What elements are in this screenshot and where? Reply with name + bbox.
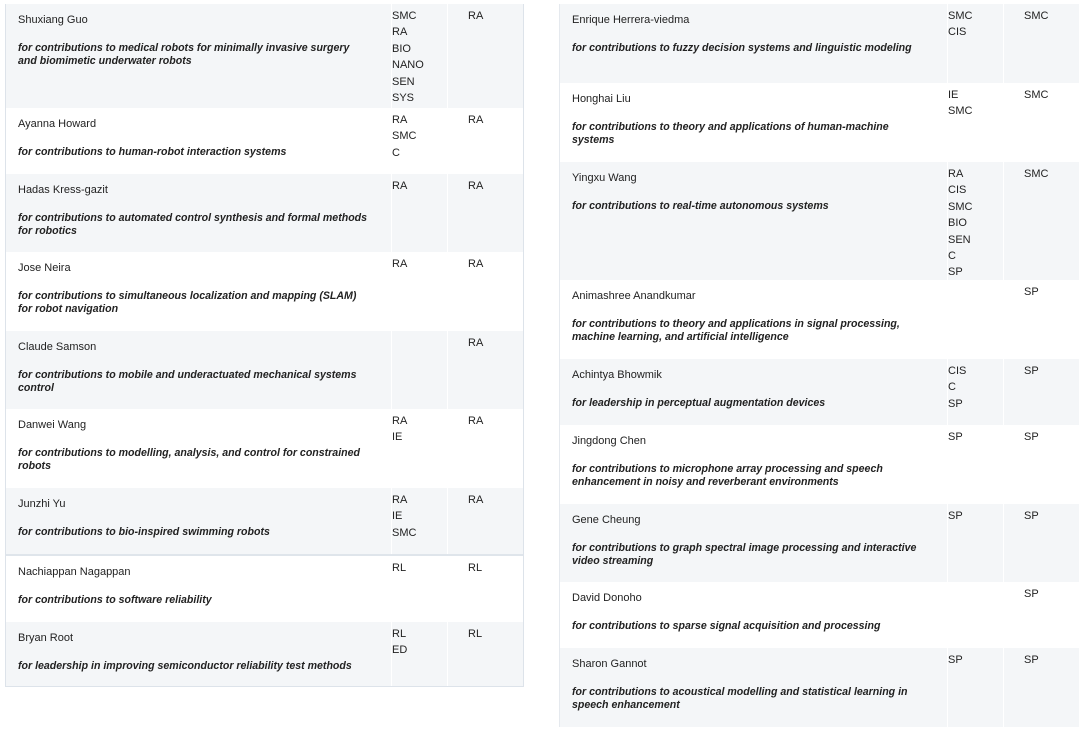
fellow-name: Danwei Wang <box>18 419 87 431</box>
society-tag: SP <box>948 654 963 666</box>
society-list <box>947 162 1003 281</box>
nominating-society: RA <box>447 409 523 488</box>
fellow-row-jingdong-chen <box>560 425 1079 504</box>
nominating-society: SMC <box>1003 162 1079 281</box>
society-tag: RA <box>392 258 408 270</box>
fellow-citation: for contributions to human-robot interaction systems <box>18 146 287 159</box>
society-tag: SMC <box>392 526 417 539</box>
society-tag: SP <box>948 397 963 410</box>
fellow-info-cell <box>560 280 947 359</box>
fellow-info-cell <box>560 504 947 582</box>
society-tag: CIS <box>948 365 967 377</box>
fellow-info-cell <box>560 83 947 162</box>
fellow-row-junzhi-yu <box>6 488 523 554</box>
fellow-citation: for contributions to modelling, analysis, and control for constrained robots <box>18 447 360 473</box>
society-tag: SYS <box>392 92 415 105</box>
fellow-citation: for contributions to acoustical modelling and statistical learning in speech enhancement <box>572 686 908 712</box>
fellow-citation: for contributions to sparse signal acquisition and processing <box>572 620 881 633</box>
fellow-row-shuxiang-guo <box>6 4 523 108</box>
society-tag: ED <box>392 644 408 657</box>
fellow-row-achintya-bhowmik <box>560 359 1079 425</box>
fellow-citation: for contributions to bio-inspired swimming robots <box>18 526 270 539</box>
fellow-name: Gene Cheung <box>572 514 641 526</box>
fellow-name: Enrique Herrera-viedma <box>572 14 690 26</box>
fellow-citation: for contributions to theory and applications of human-machine systems <box>572 121 889 147</box>
society-list <box>391 174 447 252</box>
fellow-row-ayanna-howard <box>6 108 523 174</box>
society-tag: SMC <box>948 10 973 22</box>
society-list <box>391 252 447 331</box>
nominating-society: RL <box>447 556 523 622</box>
society-tag: IE <box>392 510 403 523</box>
fellow-name: Animashree Anandkumar <box>572 290 696 302</box>
fellow-name: Bryan Root <box>18 632 74 644</box>
society-tag: SP <box>948 266 963 279</box>
fellow-row-hadas-kress-gazit <box>6 174 523 252</box>
society-tag: BIO <box>948 217 967 230</box>
fellow-info-cell <box>6 622 391 686</box>
fellow-row-enrique-herrera-viedma <box>560 4 1079 83</box>
fellow-row-nachiappan-nagappan <box>6 554 523 622</box>
fellow-row-gene-cheung <box>560 504 1079 582</box>
fellow-row-claude-samson <box>6 331 523 409</box>
fellow-name: Jingdong Chen <box>572 435 647 447</box>
fellow-name: Nachiappan Nagappan <box>18 566 131 578</box>
society-tag: SP <box>948 431 963 443</box>
society-list <box>391 488 447 554</box>
fellow-info-cell <box>6 488 391 554</box>
society-list <box>391 4 447 108</box>
society-list <box>391 622 447 686</box>
fellow-info-cell <box>560 582 947 648</box>
fellow-info-cell <box>560 359 947 425</box>
nominating-society: RA <box>447 488 523 554</box>
society-tag: CIS <box>948 184 967 197</box>
society-tag: RA <box>392 415 408 427</box>
society-list <box>391 556 447 622</box>
society-list <box>947 425 1003 504</box>
fellow-info-cell <box>6 556 391 622</box>
society-list <box>391 409 447 488</box>
fellow-name: Yingxu Wang <box>572 172 637 184</box>
society-tag: BIO <box>392 42 411 55</box>
fellow-citation: for contributions to graph spectral image processing and interactive video streaming <box>572 542 917 568</box>
fellow-name: Ayanna Howard <box>18 118 97 130</box>
fellow-info-cell <box>6 174 391 252</box>
fellow-row-danwei-wang <box>6 409 523 488</box>
nominating-society: RA <box>447 108 523 174</box>
society-tag: SMC <box>392 10 417 22</box>
fellow-row-bryan-root <box>6 622 523 686</box>
fellow-citation: for contributions to microphone array processing and speech enhancement in noisy and reverberant environments <box>572 463 883 489</box>
society-tag: RA <box>948 168 964 180</box>
society-tag: RA <box>392 26 408 39</box>
fellow-name: Hadas Kress-gazit <box>18 184 108 196</box>
fellow-row-yingxu-wang <box>560 162 1079 280</box>
society-tag: C <box>948 381 956 394</box>
fellow-row-jose-neira <box>6 252 523 331</box>
fellow-citation: for contributions to software reliability <box>18 594 212 607</box>
nominating-society: RA <box>447 331 523 409</box>
fellow-info-cell <box>6 252 391 331</box>
fellow-citation: for leadership in perceptual augmentation devices <box>572 397 826 410</box>
fellow-row-david-donoho <box>560 582 1079 648</box>
society-tag: RA <box>392 180 408 192</box>
society-list <box>947 280 1003 359</box>
fellow-name: Junzhi Yu <box>18 498 66 510</box>
fellow-name: David Donoho <box>572 592 642 604</box>
fellow-name: Claude Samson <box>18 341 97 353</box>
nominating-society: SMC <box>1003 4 1079 83</box>
nominating-society: SP <box>1003 280 1079 359</box>
society-tag: C <box>392 146 400 159</box>
nominating-society: SP <box>1003 648 1079 727</box>
society-tag: C <box>948 250 956 263</box>
fellow-info-cell <box>6 331 391 409</box>
society-list <box>947 83 1003 162</box>
nominating-society: RL <box>447 622 523 686</box>
fellow-info-cell <box>560 162 947 281</box>
fellow-citation: for contributions to simultaneous localization and mapping (SLAM) for robot navigation <box>18 290 357 316</box>
society-tag: NANO <box>392 59 424 72</box>
nominating-society: RA <box>447 4 523 108</box>
society-tag: RA <box>392 114 408 126</box>
nominating-society: SP <box>1003 359 1079 425</box>
fellow-row-honghai-liu <box>560 83 1079 162</box>
fellow-citation: for leadership in improving semiconductor reliability test methods <box>18 660 352 673</box>
fellow-info-cell <box>6 409 391 488</box>
society-tag: RL <box>392 628 407 640</box>
society-tag: RL <box>392 562 407 574</box>
society-tag: SP <box>948 510 963 522</box>
society-tag: RA <box>392 494 408 506</box>
fellow-name: Achintya Bhowmik <box>572 369 662 381</box>
society-list <box>947 648 1003 727</box>
fellow-citation: for contributions to automated control synthesis and formal methods for robotics <box>18 212 368 238</box>
fellow-info-cell <box>560 425 947 504</box>
fellow-citation: for contributions to theory and applications in signal processing, machine learning, and artificial intelligence <box>572 318 900 344</box>
fellow-row-sharon-gannot <box>560 648 1079 727</box>
fellow-citation: for contributions to mobile and underactuated mechanical systems control <box>18 369 357 395</box>
fellow-info-cell <box>560 648 947 727</box>
fellow-info-cell <box>6 4 391 108</box>
society-list <box>947 504 1003 582</box>
nominating-society: SP <box>1003 504 1079 582</box>
fellow-name: Sharon Gannot <box>572 658 647 670</box>
fellow-citation: for contributions to medical robots for minimally invasive surgery and biomimetic underwater robots <box>18 42 350 68</box>
society-tag: SMC <box>392 130 417 143</box>
society-list <box>947 4 1003 83</box>
fellow-info-cell <box>6 108 391 174</box>
fellow-citation: for contributions to real-time autonomous systems <box>572 200 829 213</box>
nominating-society: RA <box>447 174 523 252</box>
society-list <box>947 582 1003 648</box>
nominating-society: SP <box>1003 425 1079 504</box>
fellow-row-animashree-anandkumar <box>560 280 1079 359</box>
fellow-citation: for contributions to fuzzy decision systems and linguistic modeling <box>572 42 912 55</box>
fellow-info-cell <box>560 4 947 83</box>
society-tag: IE <box>392 431 403 444</box>
society-tag: CIS <box>948 26 967 39</box>
society-list <box>947 359 1003 425</box>
fellow-name: Jose Neira <box>18 262 71 274</box>
right-column <box>559 4 1079 727</box>
fellow-name: Shuxiang Guo <box>18 14 88 26</box>
society-tag: SMC <box>948 200 973 213</box>
left-column <box>5 4 524 687</box>
fellow-name: Honghai Liu <box>572 93 631 105</box>
society-tag: SEN <box>948 233 971 246</box>
nominating-society: SP <box>1003 582 1079 648</box>
society-tag: SEN <box>392 75 415 88</box>
nominating-society: SMC <box>1003 83 1079 162</box>
nominating-society: RA <box>447 252 523 331</box>
society-list <box>391 108 447 174</box>
society-tag: SMC <box>948 105 973 118</box>
society-list <box>391 331 447 409</box>
society-tag: IE <box>948 89 959 101</box>
